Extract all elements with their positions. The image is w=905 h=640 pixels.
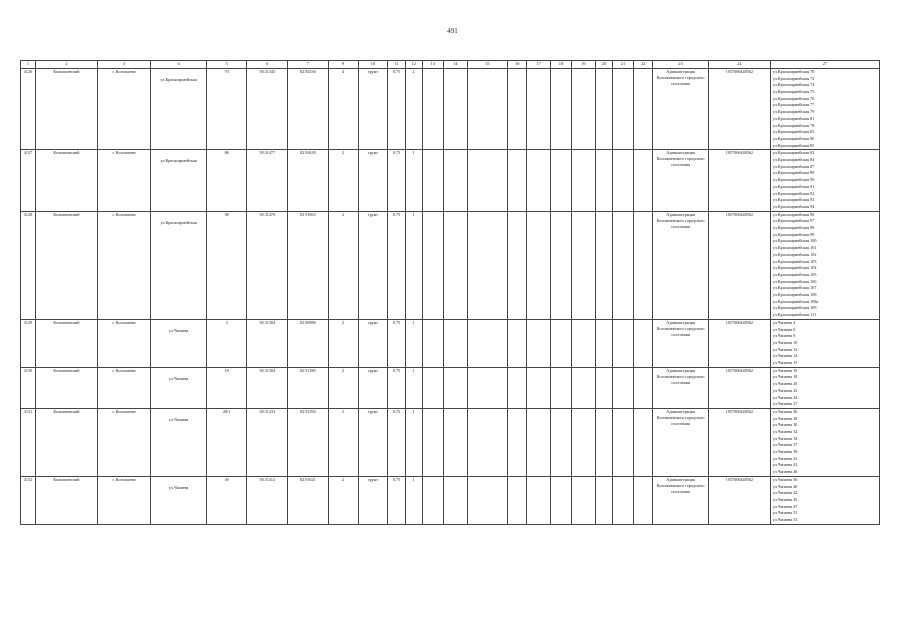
cell-street: ул.Красноармейская <box>151 150 207 211</box>
cell-empty <box>550 211 571 319</box>
cell-empty <box>422 367 443 408</box>
cell-empty <box>527 69 551 150</box>
address-line: ул.Красноармейская 103 <box>772 258 817 264</box>
address-line: ул.Красноармейская 108а <box>772 298 819 304</box>
cell-house: 18 <box>206 367 247 408</box>
cell-id: 4128 <box>21 211 36 319</box>
address-line: ул.Чапаева 8 <box>772 333 796 339</box>
cell-addresses <box>770 150 879 211</box>
cell-house: 40 <box>206 476 247 524</box>
cell-lon: 82.91621 <box>288 476 329 524</box>
cell-surface: грунт <box>358 476 388 524</box>
cell-empty <box>612 69 633 150</box>
cell-house: 3 <box>206 319 247 367</box>
cell-empty <box>444 150 468 211</box>
address-line: ул.Красноармейская 107 <box>772 285 817 291</box>
cell-surface: грунт <box>358 408 388 476</box>
cell-empty <box>634 69 653 150</box>
column-header: 21 <box>612 61 633 69</box>
address-line: ул.Чапаева 15 <box>772 360 798 365</box>
cell-addresses <box>770 476 879 524</box>
address-line: ул.Красноармейская 99 <box>772 231 815 237</box>
cell-owner: Администрация Колпашевского городского поселения <box>653 476 709 524</box>
cell-empty <box>467 150 508 211</box>
cell-addresses <box>770 69 879 150</box>
cell-empty <box>444 408 468 476</box>
table-row <box>21 319 880 367</box>
cell-empty <box>467 476 508 524</box>
cell-count: 2 <box>328 367 358 408</box>
cell-qty: 1 <box>405 367 422 408</box>
cell-owner: Администрация Колпашевского городского поселения <box>653 69 709 150</box>
cell-empty <box>612 150 633 211</box>
address-line: ул.Красноармейская 74 <box>772 82 815 88</box>
cell-empty <box>444 319 468 367</box>
address-line: ул.Красноармейская 79 <box>772 109 815 115</box>
cell-district: Колпашевский <box>35 150 97 211</box>
cell-ogrn: 1057006448562 <box>708 211 770 319</box>
address-line: ул.Чапаева 36 <box>772 476 798 482</box>
address-line: ул.Чапаева 40 <box>772 483 798 489</box>
cell-empty <box>634 367 653 408</box>
cell-lon: 82.91180 <box>288 367 329 408</box>
address-line: ул.Красноармейская 98 <box>772 225 815 231</box>
cell-empty <box>444 69 468 150</box>
cell-count: 2 <box>328 319 358 367</box>
cell-empty <box>527 211 551 319</box>
address-line: ул.Красноармейская 96 <box>772 211 815 217</box>
cell-empty <box>508 367 527 408</box>
cell-empty <box>595 476 612 524</box>
column-header: 16 <box>508 61 527 69</box>
cell-empty <box>508 408 527 476</box>
column-header: 5 <box>206 61 247 69</box>
address-line: ул.Красноармейская 93 <box>772 197 815 203</box>
column-header: 17 <box>527 61 551 69</box>
column-header: 9 <box>328 61 358 69</box>
cell-lat: 58.31412 <box>247 476 288 524</box>
cell-qty: 1 <box>405 408 422 476</box>
cell-empty <box>527 367 551 408</box>
cell-id: 4126 <box>21 69 36 150</box>
cell-empty <box>634 408 653 476</box>
cell-id: 4132 <box>21 476 36 524</box>
cell-empty <box>508 150 527 211</box>
column-header: 23 <box>653 61 709 69</box>
address-line: ул.Красноармейская 78 <box>772 122 815 128</box>
cell-empty <box>508 69 527 150</box>
cell-district: Колпашевский <box>35 367 97 408</box>
cell-city: г. Колпашево <box>97 319 150 367</box>
cell-empty <box>572 476 596 524</box>
cell-empty <box>467 367 508 408</box>
cell-count: 2 <box>328 211 358 319</box>
address-line: ул.Чапаева 30 <box>772 422 798 428</box>
cell-addresses <box>770 319 879 367</box>
cell-lat: 58.31477 <box>247 150 288 211</box>
cell-district: Колпашевский <box>35 69 97 150</box>
cell-empty <box>444 367 468 408</box>
address-line: ул.Чапаева 51 <box>772 510 798 516</box>
cell-surface: грунт <box>358 319 388 367</box>
cell-house: 28/1 <box>206 408 247 476</box>
address-line: ул.Красноармейская 94 <box>772 203 815 209</box>
cell-addresses <box>770 408 879 476</box>
table-row <box>21 367 880 408</box>
address-line: ул.Красноармейская 75 <box>772 89 815 95</box>
address-line: ул.Чапаева 12 <box>772 346 798 352</box>
column-header: 22 <box>634 61 653 69</box>
cell-owner: Администрация Колпашевского городского поселения <box>653 367 709 408</box>
address-line: ул.Чапаева 43 <box>772 462 798 468</box>
address-line: ул.Чапаева 18 <box>772 374 798 380</box>
address-line: ул.Чапаева 37 <box>772 442 798 448</box>
cell-count: 2 <box>328 150 358 211</box>
cell-id: 4131 <box>21 408 36 476</box>
cell-street: ул.Чапаева <box>151 319 207 367</box>
cell-empty <box>612 367 633 408</box>
cell-empty <box>595 319 612 367</box>
cell-empty <box>508 476 527 524</box>
cell-district: Колпашевский <box>35 211 97 319</box>
cell-ogrn: 1057006448562 <box>708 476 770 524</box>
cell-volume: 0.75 <box>388 367 405 408</box>
cell-city: г. Колпашево <box>97 408 150 476</box>
cell-empty <box>508 319 527 367</box>
cell-qty: 2 <box>405 69 422 150</box>
cell-owner: Администрация Колпашевского городского поселения <box>653 211 709 319</box>
cell-addresses <box>770 367 879 408</box>
column-header: 4 <box>151 61 207 69</box>
address-line: ул.Красноармейская 83 <box>772 129 815 135</box>
address-line: ул.Чапаева 26 <box>772 408 798 414</box>
address-line: ул.Красноармейская 97 <box>772 218 815 224</box>
cell-qty: 1 <box>405 211 422 319</box>
column-header: 7 <box>288 61 329 69</box>
cell-empty <box>612 408 633 476</box>
cell-district: Колпашевский <box>35 408 97 476</box>
cell-qty: 1 <box>405 150 422 211</box>
cell-owner: Администрация Колпашевского городского поселения <box>653 408 709 476</box>
address-line: ул.Красноармейская 105 <box>772 271 817 277</box>
cell-id: 4129 <box>21 319 36 367</box>
cell-empty <box>422 150 443 211</box>
cell-count: 2 <box>328 476 358 524</box>
address-line: ул.Красноармейская 102 <box>772 251 817 257</box>
cell-lat: 58.31304 <box>247 367 288 408</box>
address-line: ул.Чапаева 20 <box>772 381 798 387</box>
cell-empty <box>572 319 596 367</box>
cell-id: 4130 <box>21 367 36 408</box>
cell-empty <box>634 476 653 524</box>
cell-street: ул.Красноармейская <box>151 211 207 319</box>
address-line: ул.Красноармейская 100 <box>772 238 817 244</box>
cell-district: Колпашевский <box>35 319 97 367</box>
cell-empty <box>508 211 527 319</box>
address-line: ул.Чапаева 10 <box>772 339 798 345</box>
address-line: ул.Красноармейская 90 <box>772 177 815 183</box>
address-line: ул.Красноармейская 104 <box>772 265 817 271</box>
address-line: ул.Чапаева 46 <box>772 469 798 475</box>
address-line: ул.Чапаева 22 <box>772 387 798 393</box>
address-line: ул.Красноармейская 80 <box>772 135 815 141</box>
table-row <box>21 150 880 211</box>
cell-empty <box>572 408 596 476</box>
data-table <box>20 60 880 525</box>
address-line: ул.Красноармейская 72 <box>772 75 815 81</box>
cell-empty <box>467 69 508 150</box>
column-header: 18 <box>550 61 571 69</box>
cell-ogrn: 1057006448562 <box>708 69 770 150</box>
cell-owner: Администрация Колпашевского городского поселения <box>653 319 709 367</box>
cell-city: г. Колпашево <box>97 367 150 408</box>
cell-empty <box>550 476 571 524</box>
column-header: 24 <box>708 61 770 69</box>
cell-empty <box>595 69 612 150</box>
address-line: ул.Красноармейская 85 <box>772 142 815 148</box>
cell-empty <box>422 408 443 476</box>
cell-city: г. Колпашево <box>97 211 150 319</box>
cell-count: 2 <box>328 408 358 476</box>
cell-city: г. Колпашево <box>97 69 150 150</box>
address-line: ул.Красноармейская 106 <box>772 278 817 284</box>
cell-empty <box>595 408 612 476</box>
address-line: ул.Красноармейская 91 <box>772 183 815 189</box>
address-line: ул.Чапаева 41 <box>772 455 798 461</box>
cell-volume: 0.75 <box>388 476 405 524</box>
address-line: ул.Чапаева 39 <box>772 449 798 455</box>
table-row <box>21 408 880 476</box>
address-line: ул.Красноармейская 111 <box>772 312 817 317</box>
cell-qty: 1 <box>405 476 422 524</box>
cell-lat: 58.31479 <box>247 211 288 319</box>
cell-empty <box>572 367 596 408</box>
column-header: 10 <box>358 61 388 69</box>
column-header: 3 <box>97 61 150 69</box>
address-line: ул.Красноармейская 108 <box>772 291 817 297</box>
cell-surface: грунт <box>358 211 388 319</box>
table-row <box>21 69 880 150</box>
cell-city: г. Колпашево <box>97 476 150 524</box>
cell-empty <box>467 319 508 367</box>
cell-surface: грунт <box>358 150 388 211</box>
column-header: 6 <box>247 61 288 69</box>
address-line: ул.Красноармейская 89 <box>772 170 815 176</box>
cell-lon: 82.90986 <box>288 319 329 367</box>
address-line: ул.Чапаева 47 <box>772 503 798 509</box>
cell-surface: грунт <box>358 69 388 150</box>
cell-id: 4127 <box>21 150 36 211</box>
cell-empty <box>422 319 443 367</box>
cell-district: Колпашевский <box>35 476 97 524</box>
cell-lat: 58.31345 <box>247 69 288 150</box>
cell-empty <box>572 211 596 319</box>
cell-house: 86 <box>206 150 247 211</box>
cell-street: ул.Чапаева <box>151 476 207 524</box>
address-line: ул.Чапаева 45 <box>772 497 798 503</box>
column-header: 14 <box>444 61 468 69</box>
cell-empty <box>527 150 551 211</box>
cell-surface: грунт <box>358 367 388 408</box>
address-line: ул.Чапаева 32 <box>772 429 798 435</box>
address-line: ул.Чапаева 27 <box>772 401 798 407</box>
cell-empty <box>467 408 508 476</box>
address-line: ул.Красноармейская 101 <box>772 245 817 251</box>
address-line: ул.Чапаева 28 <box>772 415 798 421</box>
table-row <box>21 476 880 524</box>
cell-addresses <box>770 211 879 319</box>
cell-empty <box>550 367 571 408</box>
address-line: ул.Чапаева 53 <box>772 517 798 523</box>
address-line: ул.Красноармейская 92 <box>772 190 815 196</box>
cell-house: 98 <box>206 211 247 319</box>
address-line: ул.Чапаева 16 <box>772 367 798 373</box>
address-line: ул.Красноармейская 87 <box>772 163 815 169</box>
cell-empty <box>572 69 596 150</box>
cell-empty <box>595 211 612 319</box>
column-header: 1 <box>21 61 36 69</box>
cell-street: ул.Красноармейская <box>151 69 207 150</box>
cell-lon: 82.91863 <box>288 211 329 319</box>
column-header: 27 <box>770 61 879 69</box>
cell-empty <box>634 150 653 211</box>
cell-empty <box>595 150 612 211</box>
column-header: 20 <box>595 61 612 69</box>
address-line: ул.Красноармейская 76 <box>772 95 815 101</box>
cell-empty <box>595 367 612 408</box>
cell-empty <box>422 476 443 524</box>
cell-volume: 0.75 <box>388 69 405 150</box>
cell-empty <box>612 211 633 319</box>
address-line: ул.Чапаева 6 <box>772 326 796 332</box>
cell-empty <box>550 408 571 476</box>
cell-street: ул.Чапаева <box>151 408 207 476</box>
address-line: ул.Красноармейская 82 <box>772 150 815 156</box>
cell-lon: 82.92336 <box>288 69 329 150</box>
cell-city: г. Колпашево <box>97 150 150 211</box>
cell-lon: 82.91394 <box>288 408 329 476</box>
cell-ogrn: 1057006448562 <box>708 150 770 211</box>
cell-ogrn: 1057006448562 <box>708 319 770 367</box>
cell-owner: Администрация Колпашевского городского поселения <box>653 150 709 211</box>
cell-empty <box>444 476 468 524</box>
address-line: ул.Чапаева 34 <box>772 435 798 441</box>
cell-empty <box>422 69 443 150</box>
column-header: 15 <box>467 61 508 69</box>
address-line: ул.Чапаева 4 <box>772 319 796 325</box>
column-header: 12 <box>405 61 422 69</box>
address-line: ул.Красноармейская 109 <box>772 305 817 311</box>
address-line: ул.Красноармейская 84 <box>772 157 815 163</box>
cell-empty <box>634 319 653 367</box>
address-line: ул.Чапаева 24 <box>772 394 798 400</box>
cell-volume: 0.75 <box>388 150 405 211</box>
cell-street: ул.Чапаева <box>151 367 207 408</box>
column-header: 2 <box>35 61 97 69</box>
cell-empty <box>612 319 633 367</box>
cell-empty <box>550 150 571 211</box>
address-line: ул.Чапаева 42 <box>772 490 798 496</box>
page-number: 491 <box>447 27 458 35</box>
column-header: 11 <box>388 61 405 69</box>
cell-volume: 0.75 <box>388 211 405 319</box>
cell-empty <box>527 319 551 367</box>
cell-house: 70 <box>206 69 247 150</box>
cell-empty <box>527 408 551 476</box>
cell-empty <box>612 476 633 524</box>
header-row <box>21 61 880 69</box>
cell-lon: 82.92630 <box>288 150 329 211</box>
address-line: ул.Красноармейская 77 <box>772 102 815 108</box>
address-line: ул.Чапаева 14 <box>772 353 798 359</box>
column-header: 19 <box>572 61 596 69</box>
cell-count: 4 <box>328 69 358 150</box>
cell-lat: 58.31304 <box>247 319 288 367</box>
cell-lat: 58.31333 <box>247 408 288 476</box>
cell-empty <box>467 211 508 319</box>
cell-empty <box>572 150 596 211</box>
cell-qty: 1 <box>405 319 422 367</box>
cell-ogrn: 1057006448562 <box>708 408 770 476</box>
cell-empty <box>550 319 571 367</box>
cell-volume: 0.75 <box>388 319 405 367</box>
cell-ogrn: 1057006448562 <box>708 367 770 408</box>
cell-volume: 0.75 <box>388 408 405 476</box>
cell-empty <box>634 211 653 319</box>
cell-empty <box>527 476 551 524</box>
cell-empty <box>422 211 443 319</box>
table-row <box>21 211 880 319</box>
cell-empty <box>444 211 468 319</box>
address-line: ул.Красноармейская 70 <box>772 69 815 74</box>
column-header: 13 <box>422 61 443 69</box>
address-line: ул.Красноармейская 81 <box>772 115 815 121</box>
cell-empty <box>550 69 571 150</box>
